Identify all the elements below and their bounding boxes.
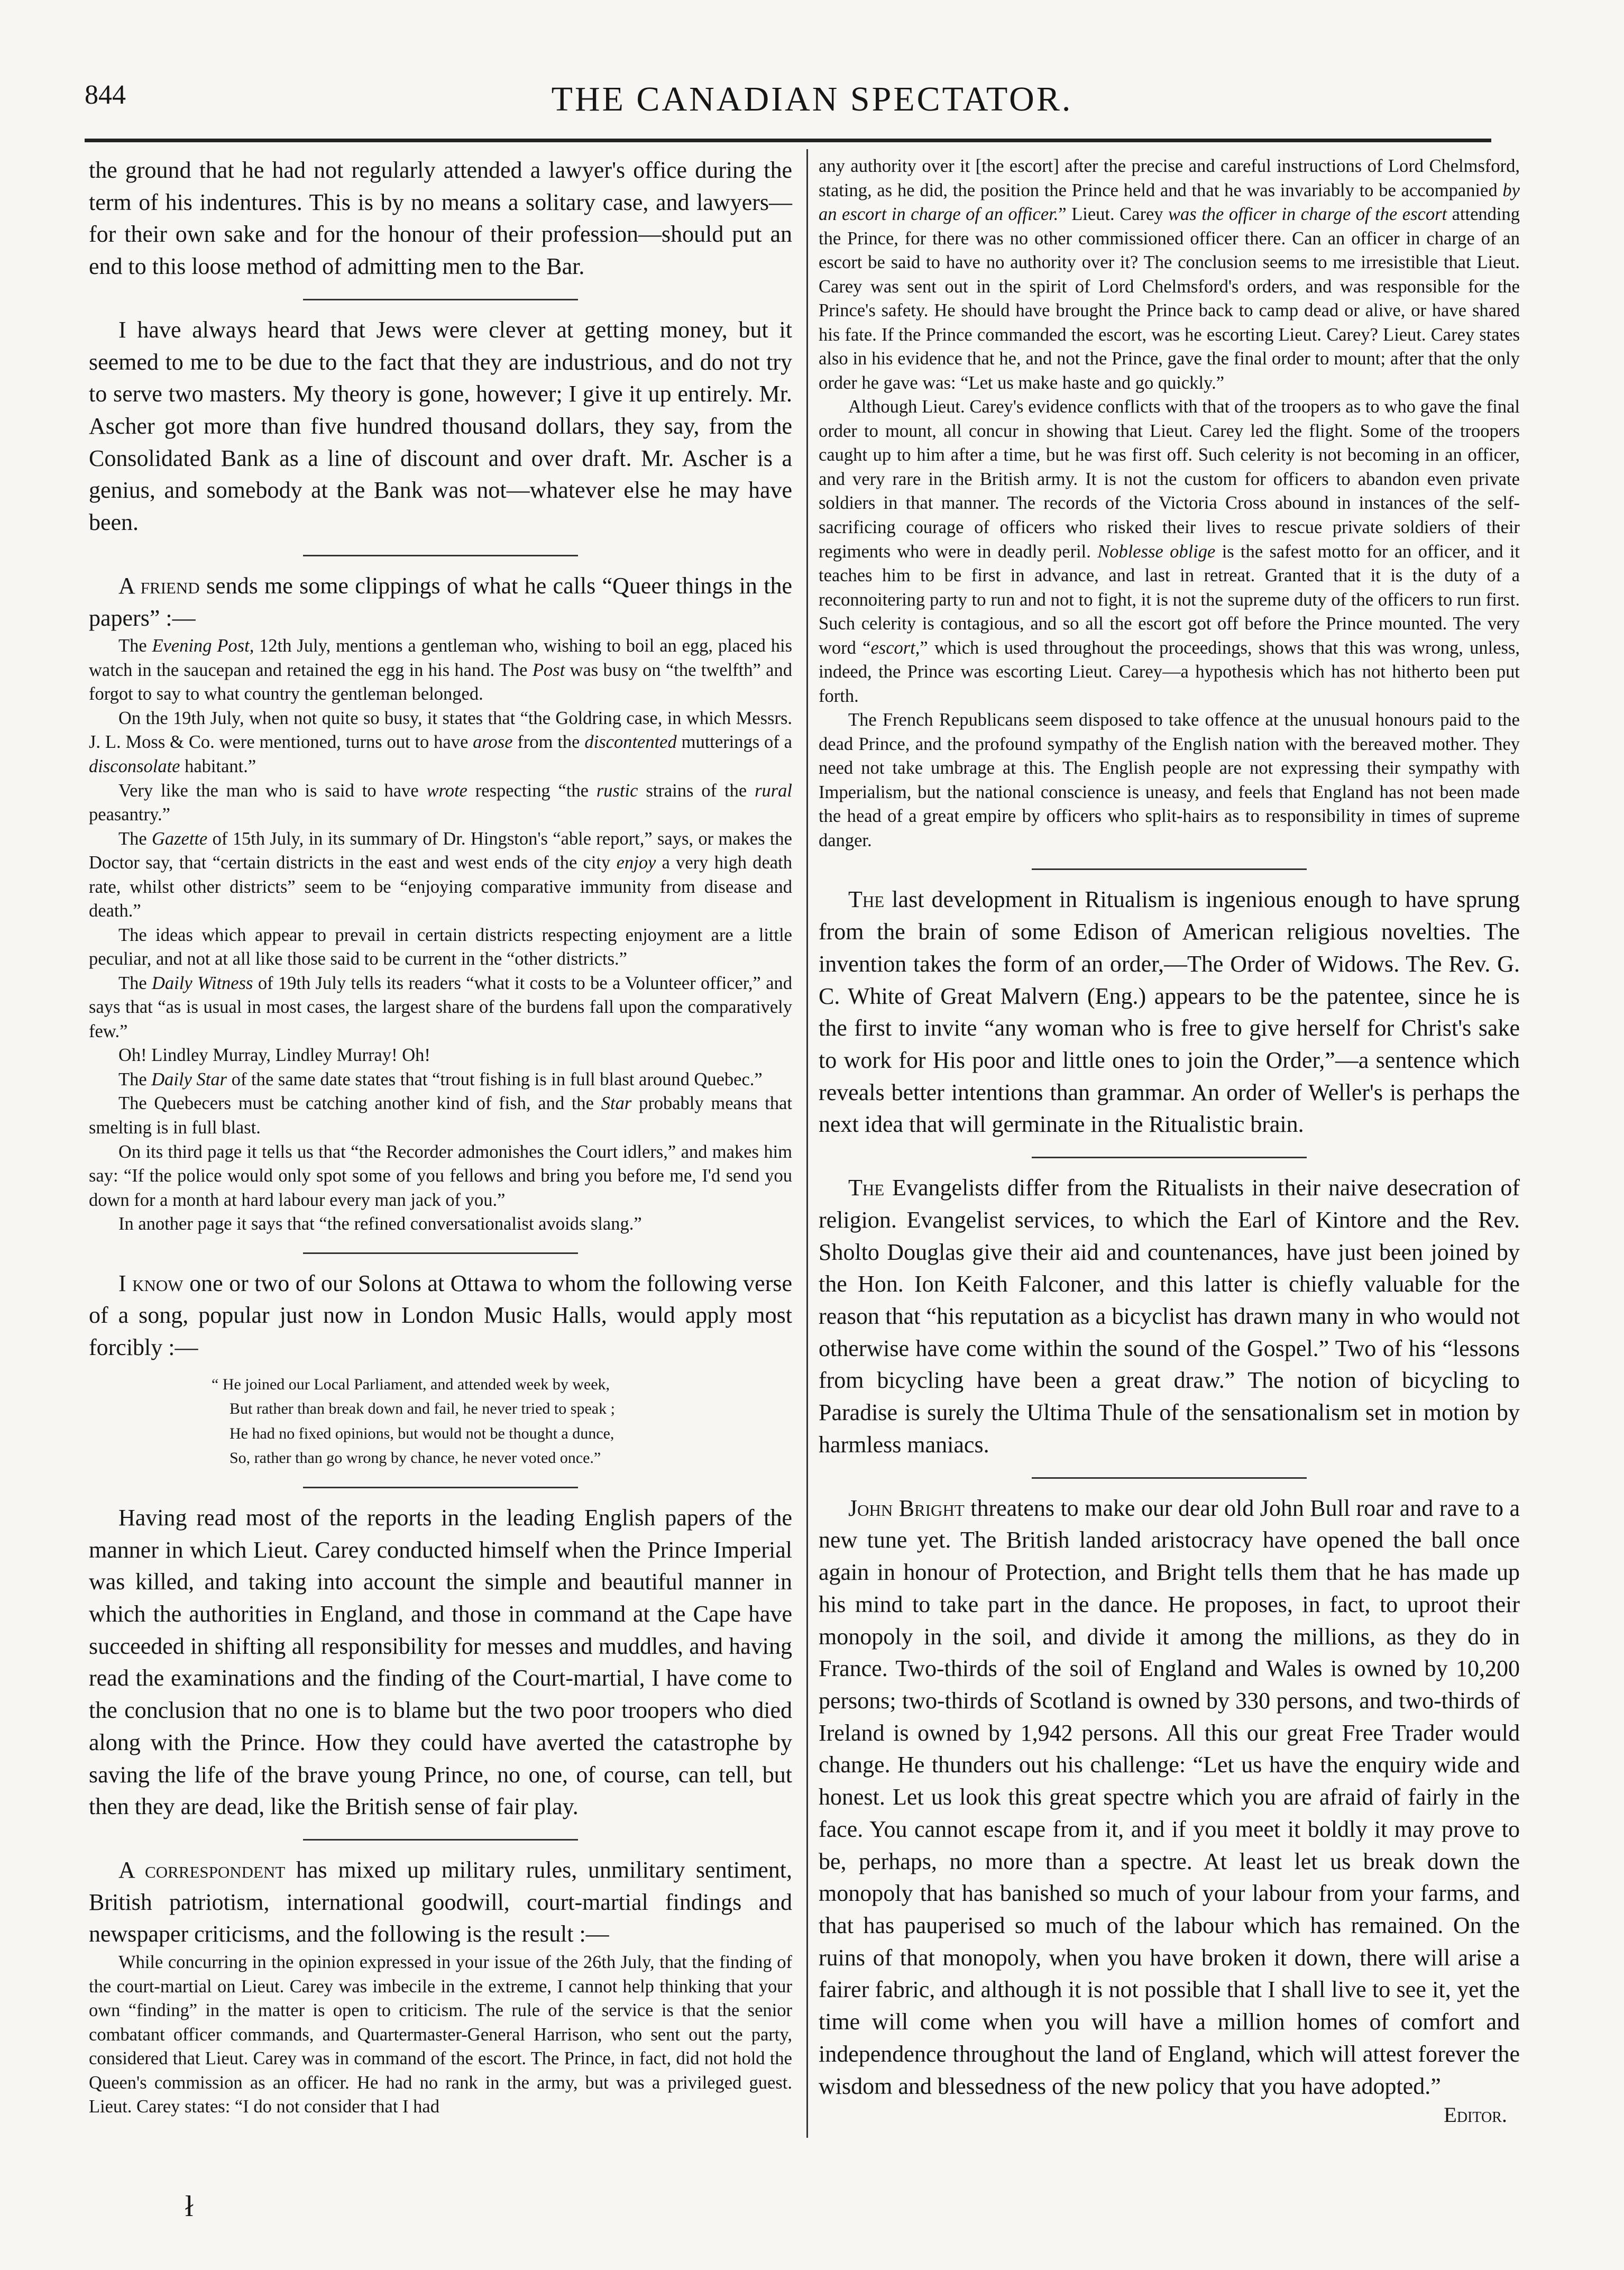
clipping-recorder: On its third page it tells us that “the Recorder admonishes the Court idlers,” and makes him say: “If the police would only spot some of you fellows and bring you before me, I'd send you down for a month at hard labour every man jack of you.” [89, 1141, 792, 1210]
section-separator [303, 555, 578, 556]
section-separator [1032, 1477, 1307, 1479]
paragraph-john-bright [819, 1493, 1520, 2103]
masthead-rule [85, 139, 1491, 142]
clipping-daily-witness: The Daily Witness of 19th July tells its readers “what it costs to be a Volunteer officer,” and says that “as is usual in most cases, the largest share of the burdens fall upon the comparatively few.” [89, 973, 793, 1041]
paragraph-bar-admission: the ground that he had not regularly attended a lawyer's office during the term of his indentures. This is by no means a solitary case, and lawyers—for their own sake and for the honour of their profession—should put an end to this loose method of admitting men to the Bar. [89, 157, 792, 280]
correspondent-letter-continued [819, 154, 1520, 853]
section-separator [303, 1487, 578, 1488]
section-separator [1032, 868, 1307, 870]
letter-french-republicans: The French Republicans seem disposed to take offence at the unusual honours paid to the dead Prince, and the profound sympathy of the English nation with the bereaved mother. They need not take umbrage at this. The English people are not expressing their sympathy with Imperialism, but the national conscience is uneasy, and feels that England has not been made the head of a great empire by officers who split-hairs as to responsibility in times of supreme danger. [819, 710, 1520, 850]
right-column [819, 154, 1520, 2129]
paragraph-lieut-carey: Having read most of the reports in the leading English papers of the manner in which Lieut. Carey conducted himself when the Prince Imperial was killed, and taking into account the simple and beautiful manner in which the authorities in England, and those in command at the Cape have succeeded in shifting all responsibility for messes and muddles, and having read the examinations and the finding of the Court-martial, I have come to the conclusion that no one is to blame but the two poor troopers who died along with the Prince. How they could have averted the catastrophe by saving the life of the brave young Prince, no one, of course, can tell, but then they are dead, like the British sense of fair play. [89, 1504, 792, 1820]
paragraph-text: sends me some clippings of what he calls “Queer things in the papers” :— [89, 572, 793, 631]
verse-line: But rather than break down and fail, he never tried to speak ; [230, 1400, 615, 1418]
lead-in: A friend [118, 572, 200, 599]
left-column [89, 154, 792, 2119]
page-number: 844 [85, 80, 126, 110]
paragraph-ascher: I have always heard that Jews were clever at getting money, but it seemed to me to be due to the fact that they are industrious, and do not try to serve two masters. My theory is gone, however; I give it up entirely. Mr. Ascher got more than five hundred thousand dollars, they say, from the Consolidated Bank as a line of discount and over draft. Mr. Ascher is a genius, and somebody at the Bank was not—whatever else he may have been. [89, 316, 792, 536]
clipping-goldring: On the 19th July, when not quite so busy, it states that “the Goldring case, in which Messrs. J. L. Moss & Co. were mentioned, turns out to have arose from the discontented mutterings of a disconsolate habitant.” [89, 708, 792, 776]
paragraph-ritualism [819, 884, 1520, 1141]
letter-escort-authority: any authority over it [the escort] after the precise and careful instructions of Lord Chelmsford, stating, as he did, the position the Prince held and that he was invariably to be accompanied by an escort in charge of an officer.” Lieut. Carey was the officer in charge of the escort attending the Prince, for there was no other commissioned officer there. Can an officer in charge of an escort be said to have no authority over it? The conclusion seems to me irresistible that Lieut. Carey was sent out in the spirit of Lord Chelmsford's orders, and was responsible for the Prince's safety. He should have brought the Prince back to camp dead or alive, or have shared his fate. If the Prince commanded the escort, was he escorting Lieut. Carey? Lieut. Carey states also in his evidence that he, and not the Prince, gave the final order to mount; after that the only order he gave was: “Let us make haste and go quickly.” [819, 156, 1520, 393]
clipping-daily-star: The Daily Star of the same date states that “trout fishing is in full blast around Quebec.” [118, 1069, 763, 1090]
clipping-lindley-murray: Oh! Lindley Murray, Lindley Murray! Oh! [118, 1045, 430, 1066]
section-separator [303, 299, 578, 300]
editor-signature: Editor. [1444, 2103, 1507, 2127]
clipping-slang: In another page it says that “the refined conversationalist avoids slang.” [118, 1214, 642, 1234]
clipping-quebecers: The Quebecers must be catching another kind of fish, and the Star probably means that smelting is in full blast. [89, 1093, 792, 1138]
section-separator [1032, 1157, 1307, 1158]
section-separator [303, 1252, 578, 1254]
clipping-gazette: The Gazette of 15th July, in its summary of Dr. Hingston's “able report,” says, or makes the Doctor say, that “certain districts in the east and west ends of the city enjoy a very high death rate, whilst other districts” seem to be “enjoying comparative immunity from disease and death.” [89, 828, 793, 921]
stray-mark: ł [185, 2190, 194, 2223]
lead-in: John Bright [848, 1495, 965, 1521]
verse-line: So, rather than go wrong by chance, he never voted once.” [230, 1449, 601, 1467]
paragraph-text: one or two of our Solons at Ottawa to whom the following verse of a song, popular just now in London Music Halls, would apply most forcibly :— [89, 1270, 793, 1361]
paragraph-queer-things-intro [89, 570, 792, 634]
section-separator [303, 1839, 578, 1841]
lead-in: The [848, 886, 885, 913]
clipping-evening-post: The Evening Post, 12th July, mentions a gentleman who, wishing to boil an egg, placed his watch in the saucepan and retained the egg in his hand. The Post was busy on “the twelfth” and forgot to say to what country the gentleman belonged. [89, 636, 793, 704]
clipping-rustic: Very like the man who is said to have wrote respecting “the rustic strains of the rural peasantry.” [89, 780, 792, 825]
paragraph-correspondent-intro [89, 1854, 792, 1951]
paragraph-text: Evangelists differ from the Ritualists in their naive desecration of religion. Evangelist services, to which the Earl of Kintore and the Rev. Sholto Douglas give their aid and countenances, have just been joined by the Hon. Ion Keith Falconer, and this latter is chiefly valuable for the reason that “his reputation as a bicyclist has drawn many in who would not otherwise have come within the sound of the Gospel.” Two of his “lessons from bicycling have been a great draw.” The notion of bicycling to Paradise is surely the Ultima Thule of the sensationalism set in motion by harmless maniacs. [819, 1175, 1520, 1458]
lead-in: A correspondent [118, 1856, 286, 1883]
lead-in: I know [118, 1270, 183, 1296]
paragraph-solons [89, 1268, 792, 1364]
song-verse [212, 1372, 792, 1471]
paragraph-text: last development in Ritualism is ingenious enough to have sprung from the brain of some Edison of American religious novelties. The invention takes the form of an order,—The Order of Widows. The Rev. G. C. White of Great Malvern (Eng.) appears to be the patentee, since he is the first to invite “any woman who is free to give herself for Christ's sake to work for His poor and little ones to join the Order,”—a sentence which reveals better intentions than grammar. An order of Weller's is perhaps the next idea that will germinate in the Ritualistic brain. [819, 886, 1520, 1138]
paragraph-evangelists [819, 1172, 1520, 1461]
clippings-block [89, 634, 792, 1236]
verse-line: “ He joined our Local Parliament, and attended week by week, [212, 1375, 610, 1393]
paragraph-text: has mixed up military rules, unmilitary sentiment, British patriotism, international goodwill, court-martial findings and newspaper criticisms, and the following is the result :— [89, 1856, 792, 1947]
paragraph-correspondent-letter: While concurring in the opinion expressed in your issue of the 26th July, that the finding of the court-martial on Lieut. Carey was imbecile in the extreme, I cannot help thinking that your own “finding” in the matter is open to criticism. The rule of the service is that the senior combatant officer commands, and Quartermaster-General Harrison, who sent out the party, considered that Lieut. Carey was in command of the escort. The Prince, in fact, did not hold the Queen's commission as an officer. He had no rank in the army, but was a privileged guest. Lieut. Carey states: “I do not consider that I had [89, 1952, 792, 2117]
verse-line: He had no fixed opinions, but would not be thought a dunce, [230, 1424, 614, 1442]
column-divider [806, 149, 808, 2138]
clipping-other-districts: The ideas which appear to prevail in certain districts respecting enjoyment are a little peculiar, and not at all like those said to be current in the “other districts.” [89, 925, 792, 969]
paragraph-text: threatens to make our dear old John Bull roar and rave to a new tune yet. The British landed aristocracy have opened the ball once again in honour of Protection, and Bright tells them that he has made up his mind to take part in the dance. He proposes, in fact, to uproot their monopoly in the soil, and divide it among the millions, as they do in France. Two-thirds of the soil of England and Wales is owned by 10,200 persons; two-thirds of Scotland is owned by 330 persons, and two-thirds of Ireland is owned by 1,942 persons. All this our great Free Trader would change. He thunders out his challenge: “Let us have the enquiry wide and honest. Let us look this great spectre which you are afraid of fairly in the face. You cannot escape from it, and if you meet it boldly it may prove to be, perhaps, no more than a spectre. At least let us break down the monopoly that has banished so much of your labour from your farms, and that has pauperised so much of the labour which has remained. On the ruins of that monopoly, when you have broken it down, there will arise a fairer fabric, and although it is not possible that I shall live to see it, yet the time will come when you will have a million homes of comfort and independence throughout the land of England, which will attest forever the wisdom and blessedness of the new policy that you have adopted.” [819, 1495, 1520, 2099]
letter-flight: Although Lieut. Carey's evidence conflicts with that of the troopers as to who gave the final order to mount, all concur in showing that Lieut. Carey led the flight. Some of the troopers caught up to him after a time, but he was first off. Such celerity is not becoming in an officer, and very rare in the British army. It is not the custom for officers to abandon even private soldiers in that manner. The records of the Victoria Cross abound in instances of the self-sacrificing courage of officers who risked their lives to rescue private soldiers of their regiments who were in deadly peril. Noblesse oblige is the safest motto for an officer, and it teaches him to be first in advance, and last in retreat. Granted that it is the duty of a reconnoitering party to run and not to fight, it is not the supreme duty of the officers to run first. Such celerity is contagious, and so all the escort got off before the Prince mounted. The very word “escort,” which is used throughout the proceedings, shows that this was wrong, unless, indeed, the Prince was escorting Lieut. Carey—a hypothesis which has not hitherto been put forth. [819, 397, 1520, 706]
lead-in: The [848, 1175, 885, 1201]
masthead-title: THE CANADIAN SPECTATOR. [551, 80, 1073, 118]
